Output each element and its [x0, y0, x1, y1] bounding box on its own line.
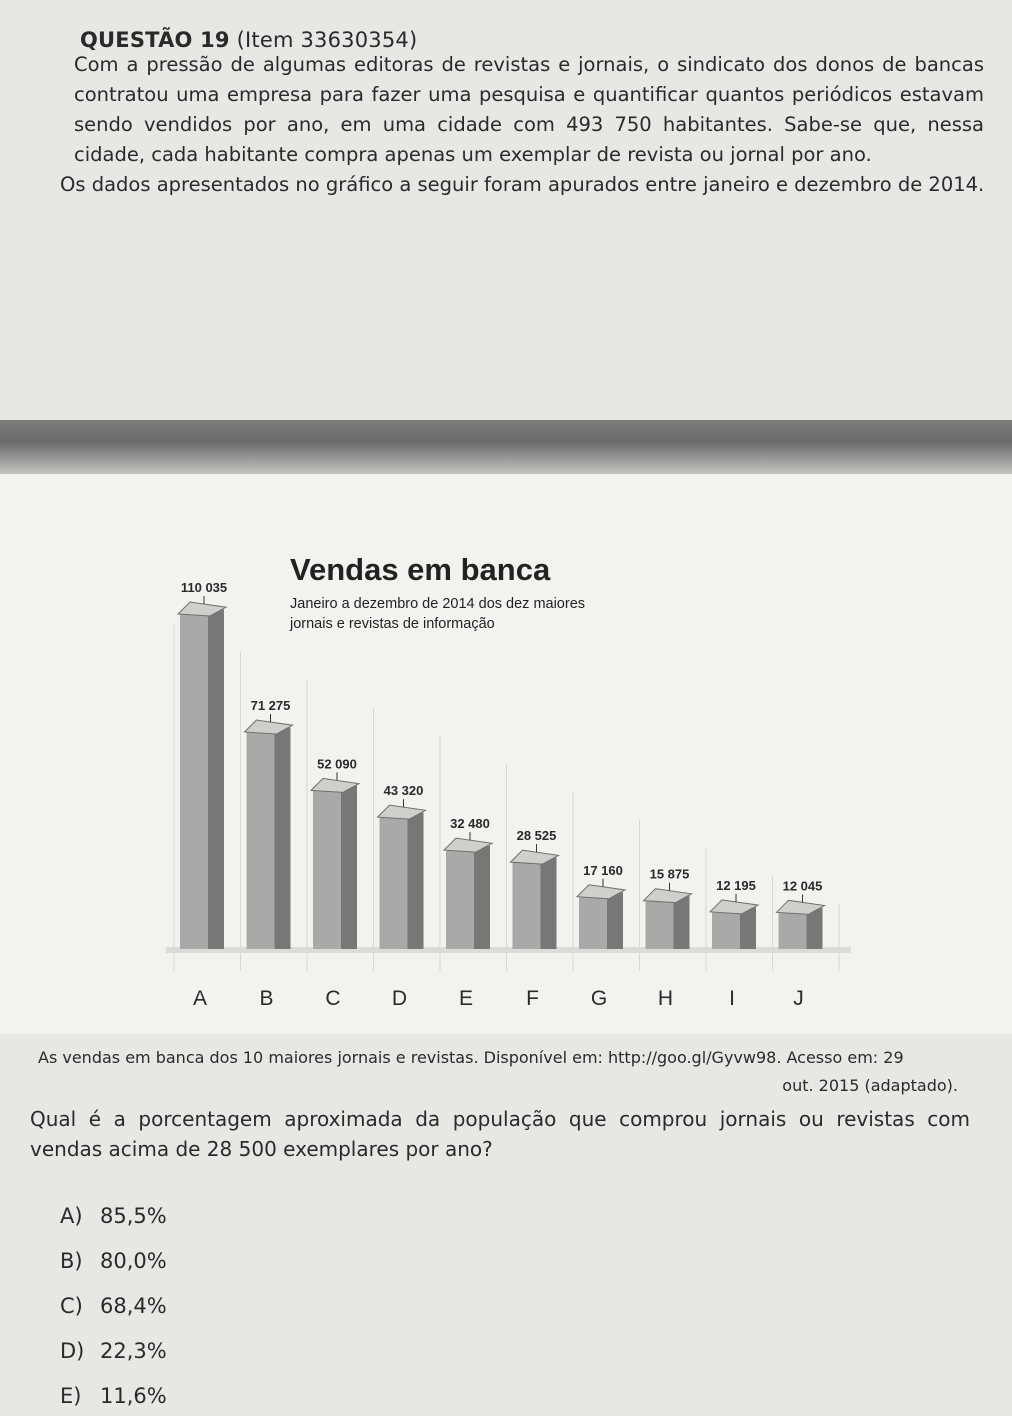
chart-subtitle: Janeiro a dezembro de 2014 dos dez maiores jornais e revistas de informação — [290, 596, 586, 632]
option-text: 11,6% — [100, 1384, 167, 1408]
source-line-1: As vendas em banca dos 10 maiores jornais e revistas. Disponível em: http://goo.gl/Gyvw98. Acesso em: 29 — [38, 1048, 904, 1067]
chart-title: Vendas em banca — [290, 552, 551, 587]
bar-value-label: 15 875 — [649, 866, 690, 882]
bar-front — [247, 732, 275, 949]
option-letter: E) — [60, 1384, 82, 1408]
bar-side — [408, 812, 424, 949]
bar-front — [180, 614, 208, 949]
option-c[interactable] — [60, 1290, 167, 1335]
bar-side — [607, 892, 623, 949]
bar-front — [579, 897, 607, 949]
bar-value-label: 43 320 — [383, 783, 424, 799]
scan-shadow-band — [0, 420, 1012, 474]
question-text: Qual é a porcentagem aproximada da população que comprou jornais ou revistas com vendas acima de 28 500 exemplares por ano? — [30, 1107, 970, 1161]
category-label: I — [729, 987, 735, 1010]
option-d[interactable] — [60, 1335, 167, 1380]
bar-value-label: 12 045 — [782, 878, 823, 894]
category-label: D — [391, 987, 408, 1010]
option-a[interactable] — [60, 1200, 167, 1245]
bar-front — [446, 850, 474, 949]
sales-chart — [0, 474, 1012, 1034]
bar-side — [208, 609, 224, 949]
source-citation — [38, 1044, 958, 1100]
bar-side — [674, 896, 690, 949]
option-letter: D) — [60, 1339, 85, 1363]
category-label: B — [259, 987, 274, 1010]
bar-front — [646, 901, 674, 949]
intro-paragraph-2: Os dados apresentados no gráfico a seguir foram apurados entre janeiro e dezembro de 2014. — [60, 173, 985, 196]
category-label: H — [657, 987, 674, 1010]
option-text: 80,0% — [100, 1249, 167, 1273]
question-number: QUESTÃO 19 — [80, 28, 230, 52]
category-label: E — [458, 987, 474, 1010]
bar-front — [712, 912, 740, 949]
category-label: G — [590, 987, 608, 1010]
bar-side — [275, 727, 291, 949]
option-e[interactable] — [60, 1380, 167, 1416]
bar-side — [474, 845, 490, 949]
bar-value-label: 17 160 — [583, 862, 623, 878]
answer-options — [60, 1200, 167, 1416]
bar-value-label: 52 090 — [317, 756, 357, 772]
bar-value-label: 32 480 — [450, 816, 490, 832]
option-letter: C) — [60, 1294, 83, 1318]
source-line-2: out. 2015 (adaptado). — [782, 1076, 958, 1095]
bar-front — [513, 862, 541, 949]
category-label: C — [325, 987, 341, 1010]
bar-front — [779, 912, 807, 949]
category-label: A — [192, 987, 208, 1010]
question-header — [80, 28, 417, 52]
bar-side — [341, 786, 357, 949]
question-item-id: (Item 33630354) — [236, 28, 418, 52]
option-letter: A) — [60, 1204, 83, 1228]
bar-value-label: 71 275 — [250, 698, 291, 714]
option-letter: B) — [60, 1249, 83, 1273]
bar-front — [313, 790, 341, 949]
category-label: J — [793, 987, 804, 1010]
option-b[interactable] — [60, 1245, 167, 1290]
option-text: 68,4% — [100, 1294, 167, 1318]
category-label: F — [526, 987, 539, 1010]
bar-front — [380, 817, 408, 949]
bar-value-label: 12 195 — [716, 877, 756, 893]
bar-value-label: 28 525 — [516, 828, 557, 844]
bar-side — [541, 857, 557, 949]
bar-value-label: 110 035 — [180, 580, 228, 595]
intro-paragraph-1: Com a pressão de algumas editoras de revistas e jornais, o sindicato dos donos de bancas contratou uma empresa para fazer uma pesquisa e quantificar quantos periódicos estavam sendo vendidos por ano, em uma cidade com 493 750 habitantes. Sabe-se que, nessa cidade, cada habitante compra apenas um exemplar de revista ou jornal por ano. — [74, 53, 984, 166]
option-text: 85,5% — [100, 1204, 167, 1228]
option-text: 22,3% — [100, 1339, 167, 1363]
